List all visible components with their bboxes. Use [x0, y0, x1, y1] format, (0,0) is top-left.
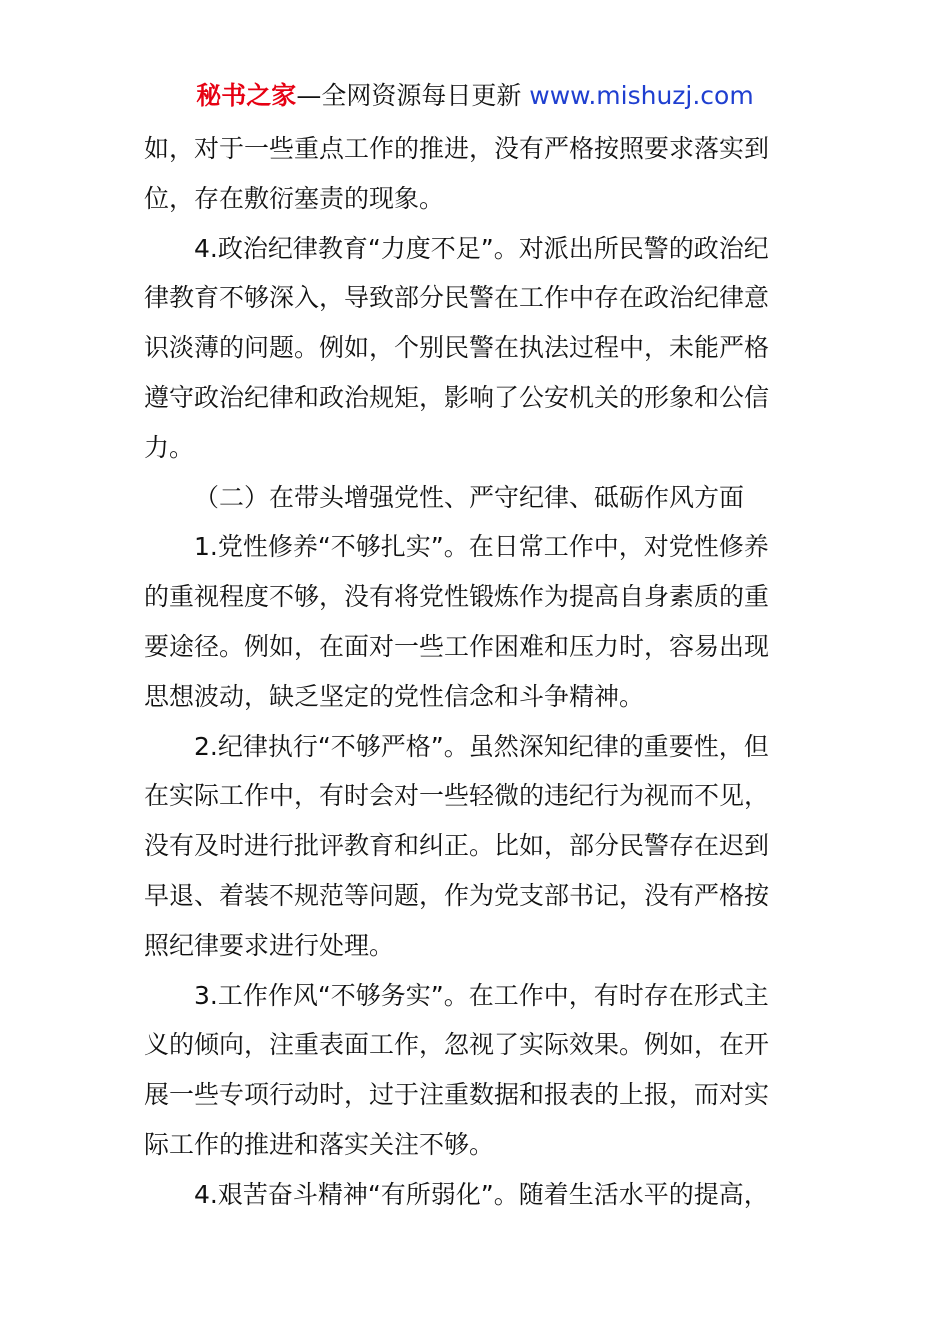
document-body	[144, 124, 814, 1220]
section-heading: （二）在带头增强党性、严守纪律、砥砺作风方面	[194, 482, 745, 512]
text-line: 遵守政治纪律和政治规矩，影响了公安机关的形象和公信	[144, 382, 770, 412]
text-line: 识淡薄的问题。例如，个别民警在执法过程中，未能严格	[144, 333, 770, 363]
paragraph-start: 2.纪律执行“不够严格”。虽然深知纪律的重要性，但	[194, 731, 769, 761]
text-line: 思想波动，缺乏坚定的党性信念和斗争精神。	[144, 681, 645, 711]
brand-name: 秘书之家	[196, 81, 297, 110]
paragraph-start: 4.艰苦奋斗精神“有所弱化”。随着生活水平的提高，	[194, 1179, 769, 1209]
text-line: 如，对于一些重点工作的推进，没有严格按照要求落实到	[144, 134, 770, 163]
text-line: 没有及时进行批评教育和纠正。比如，部分民警存在迟到	[144, 831, 770, 861]
paragraph-start: 1.党性修养“不够扎实”。在日常工作中，对党性修养	[194, 532, 769, 562]
text-line: 的重视程度不够，没有将党性锻炼作为提高自身素质的重	[144, 582, 770, 612]
site-header	[0, 78, 950, 114]
paragraph-start: 4.政治纪律教育“力度不足”。对派出所民警的政治纪	[194, 233, 769, 263]
text-line: 义的倾向，注重表面工作，忽视了实际效果。例如，在开	[144, 1030, 770, 1060]
site-url-link[interactable]: www.mishuzj.com	[529, 81, 754, 110]
text-line: 际工作的推进和落实关注不够。	[144, 1129, 495, 1159]
text-line: 照纪律要求进行处理。	[144, 930, 395, 960]
text-line: 律教育不够深入，导致部分民警在工作中存在政治纪律意	[144, 283, 770, 313]
text-line: 要途径。例如，在面对一些工作困难和压力时，容易出现	[144, 631, 770, 661]
header-tagline: —全网资源每日更新	[296, 81, 522, 110]
text-line: 展一些专项行动时，过于注重数据和报表的上报，而对实	[144, 1080, 770, 1110]
text-line: 力。	[144, 432, 195, 462]
text-line: 早退、着装不规范等问题，作为党支部书记，没有严格按	[144, 880, 770, 910]
paragraph-start: 3.工作作风“不够务实”。在工作中，有时存在形式主	[194, 980, 769, 1010]
text-line: 位，存在敷衍塞责的现象。	[144, 183, 445, 213]
text-line: 在实际工作中，有时会对一些轻微的违纪行为视而不见，	[144, 781, 770, 811]
